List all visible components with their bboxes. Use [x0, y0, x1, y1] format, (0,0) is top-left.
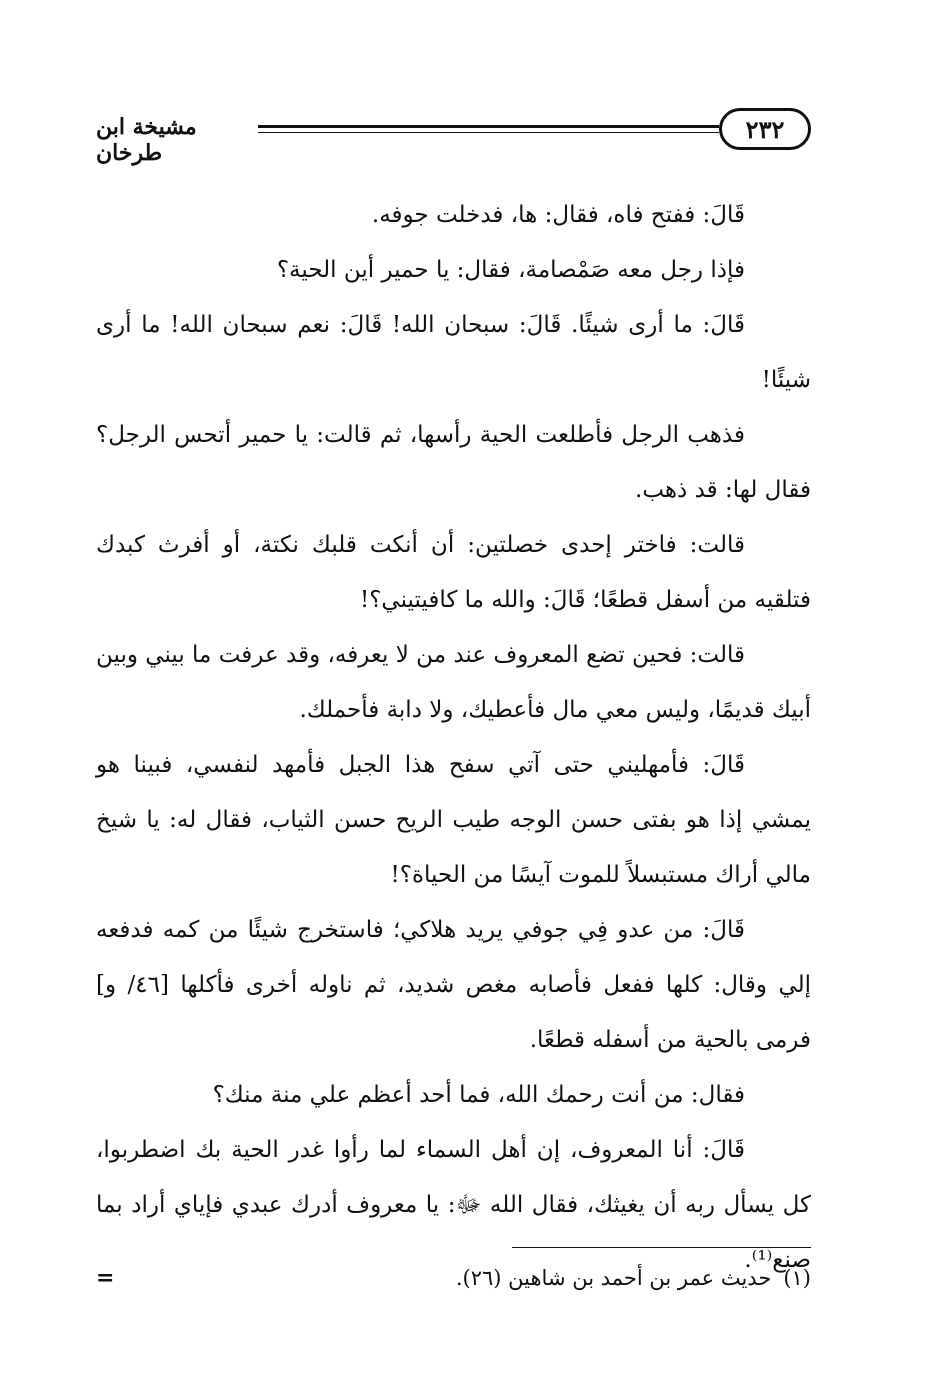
paragraph: قَالَ: من عدو فِي جوفي يريد هلاكي؛ فاستخرج شيئًا من كمه فدفعه إلي وقال: كلها ففعل فأصابه مغص شديد، ثم ناوله أخرى فأكلها [٤٦/ و] فرمى بالحية من أسفله قطعًا.	[96, 917, 812, 1053]
paragraph: قَالَ: ففتح فاه، فقال: ها، فدخلت جوفه.	[371, 202, 745, 228]
header-rule	[258, 125, 719, 133]
footnote-number: (١)	[783, 1266, 811, 1290]
book-title: مشيخة ابن طرخان	[96, 114, 197, 166]
footnote	[300, 1262, 811, 1294]
paragraph: فقال: من أنت رحمك الله، فما أحد أعظم علي منة منك؟	[212, 1082, 745, 1108]
footnote-rule	[512, 1247, 811, 1248]
paragraph: قَالَ: أنا المعروف، إن أهل السماء لما رأوا غدر الحية بك اضطربوا، كل يسأل ربه أن يغيثك، فقال الله ﷻ: يا معروف أدرك عبدي فإياي أراد بما صنع⁽¹⁾.	[96, 1137, 811, 1273]
paragraph: فذهب الرجل فأطلعت الحية رأسها، ثم قالت: يا حمير أتحس الرجل؟ فقال لها: قد ذهب.	[96, 422, 811, 503]
footnote-text: حديث عمر بن أحمد بن شاهين (٢٦).	[455, 1266, 772, 1290]
paragraph: قَالَ: فأمهليني حتى آتي سفح هذا الجبل فأمهد لنفسي، فبينا هو يمشي إذا هو بفتى حسن الوجه طيب الريح حسن الثياب، فقال له: يا شيخ مالي أراك مستبسلاً للموت آيسًا من الحياة؟!	[96, 752, 811, 888]
paragraph: قالت: فاختر إحدى خصلتين: أن أنكت قلبك نكتة، أو أفرث كبدك فتلقيه من أسفل قطعًا؛ قَالَ: والله ما كافيتيني؟!	[96, 532, 811, 613]
paragraph: قَالَ: ما أرى شيئًا. قَالَ: سبحان الله! قَالَ: نعم سبحان الله! ما أرى شيئًا!	[96, 312, 811, 393]
continuation-mark: =	[96, 1265, 115, 1291]
page-header	[96, 108, 811, 166]
body-text	[96, 188, 811, 1288]
paragraph: فإذا رجل معه صَمْصامة، فقال: يا حمير أين الحية؟	[276, 257, 745, 283]
paragraph: قالت: فحين تضع المعروف عند من لا يعرفه، وقد عرفت ما بيني وبين أبيك قديمًا، وليس معي مال فأعطيك، ولا دابة فأحملك.	[96, 642, 811, 723]
page-number: ٢٣٢	[719, 108, 811, 150]
